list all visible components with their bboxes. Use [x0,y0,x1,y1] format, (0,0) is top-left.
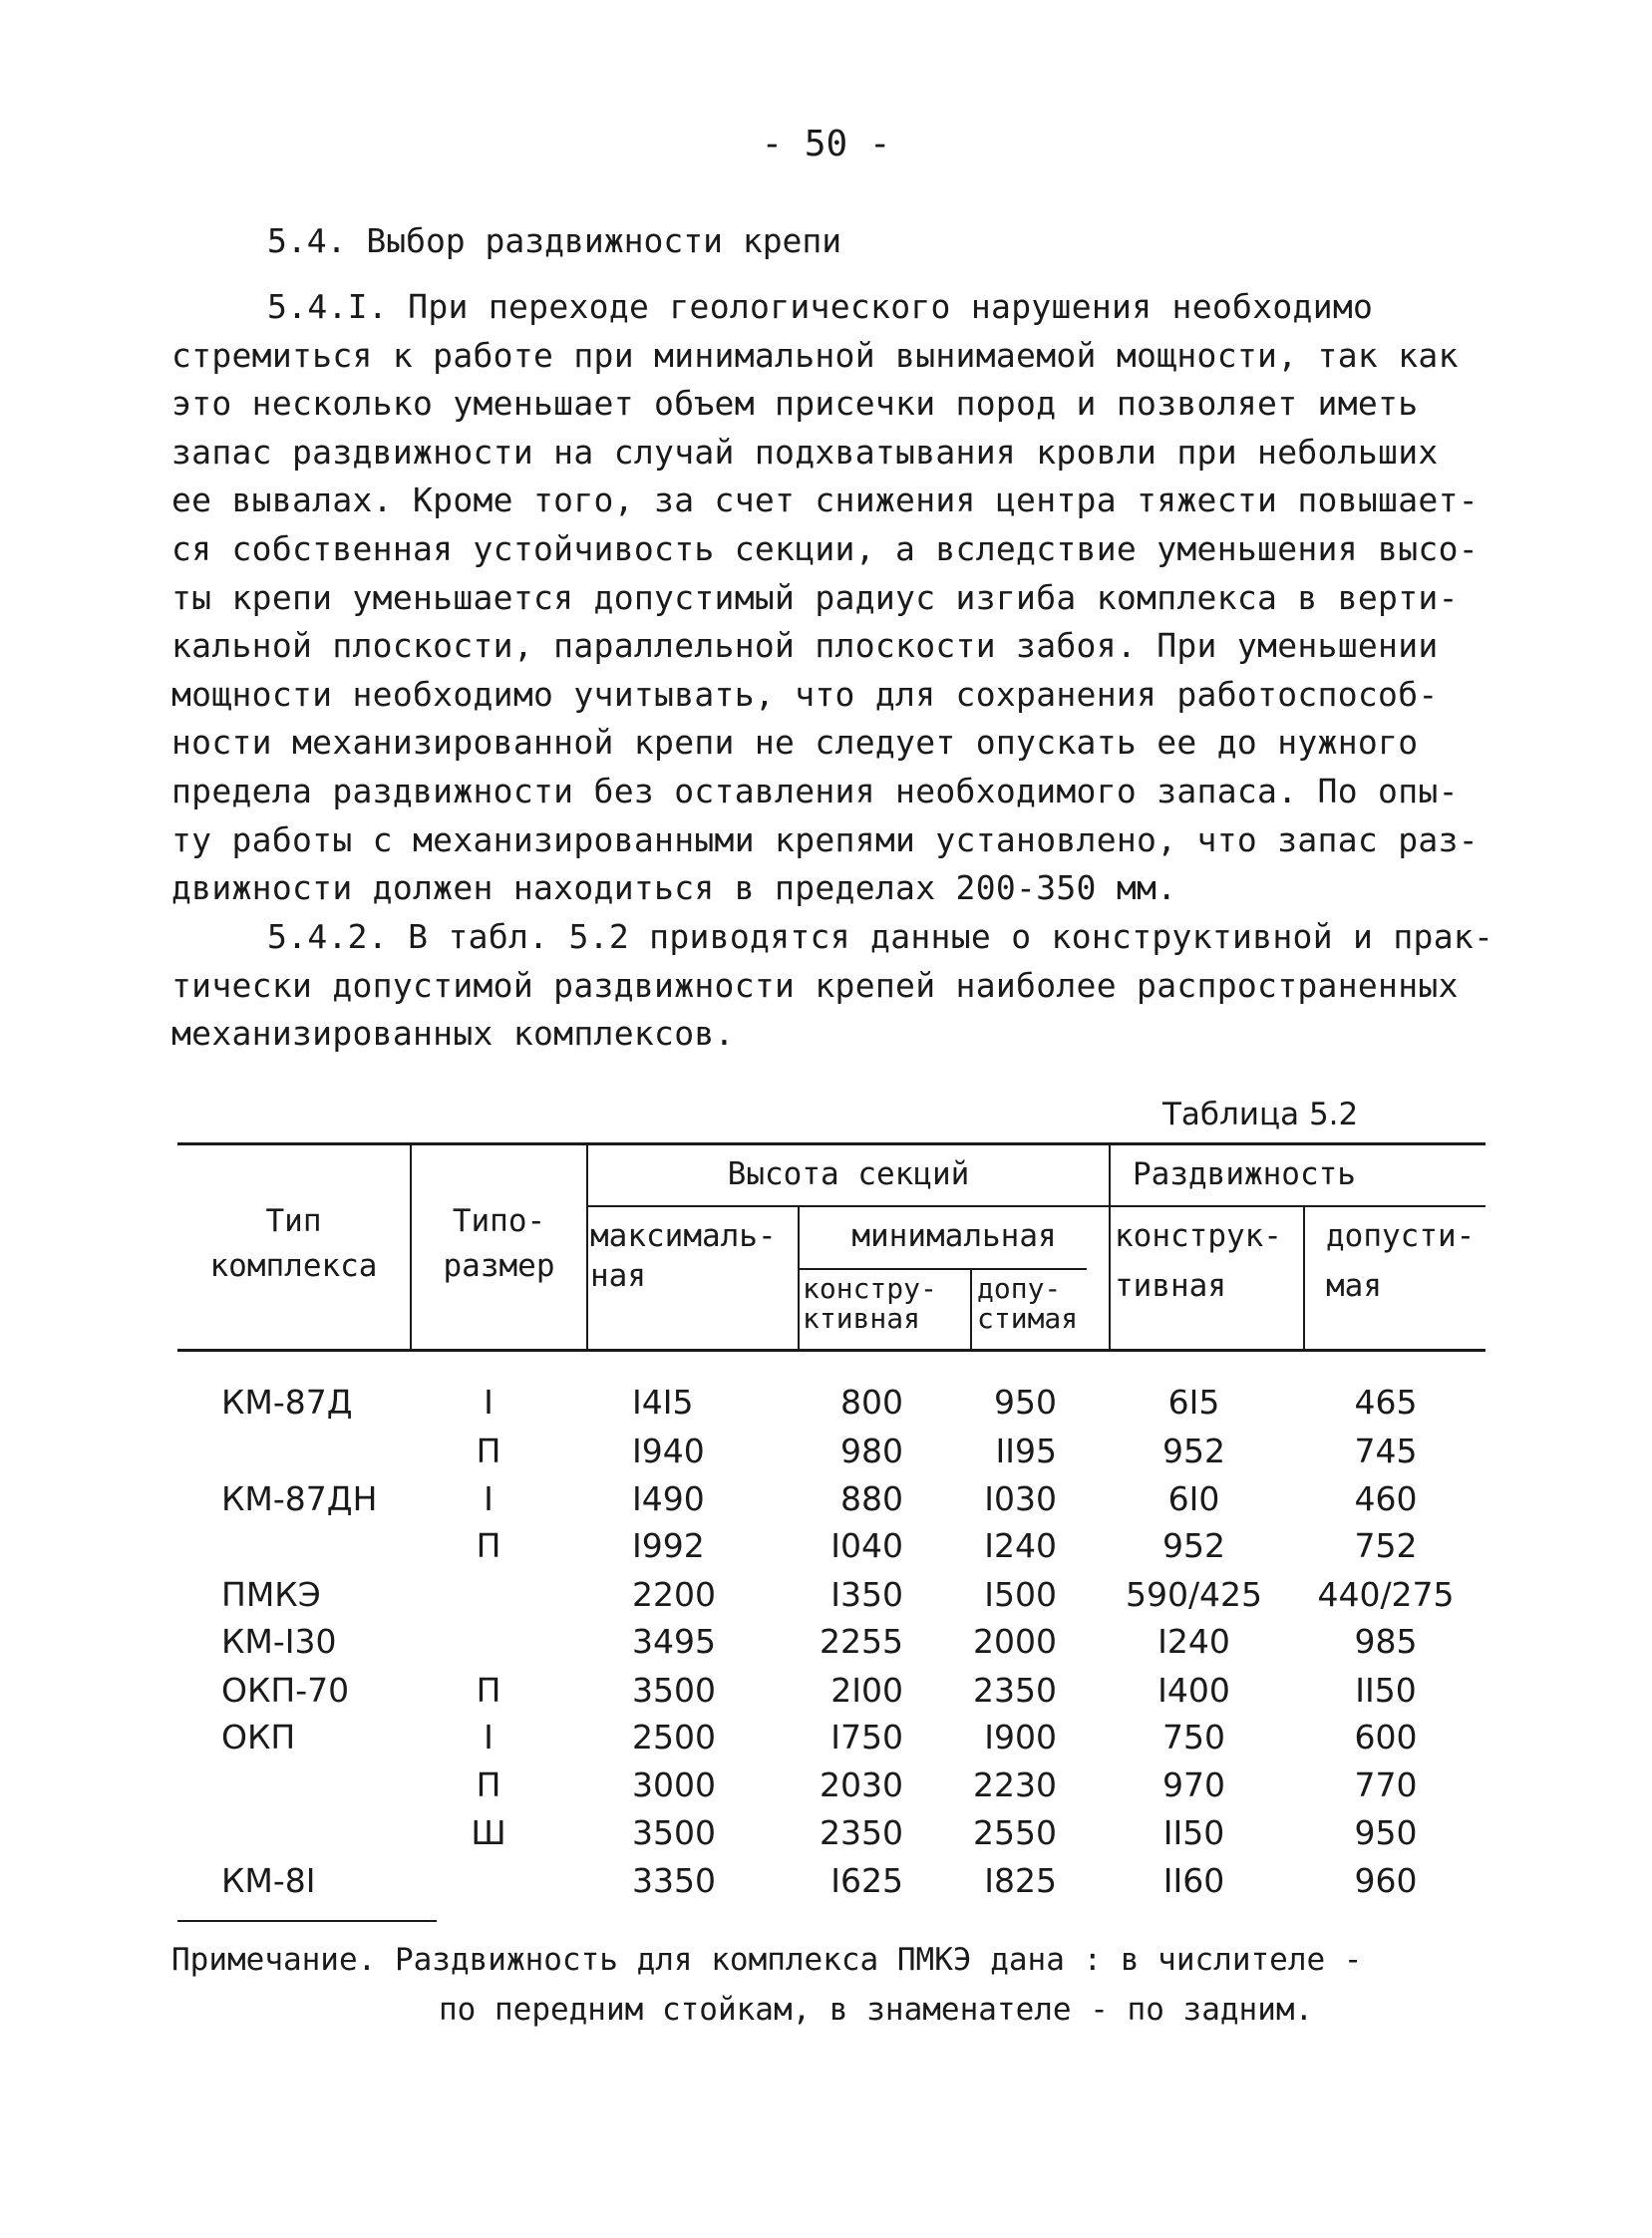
cell-ext-allowable: 752 [1354,1526,1418,1565]
cell-min-constructive: I040 [830,1526,903,1565]
paragraph-line: ту работы с механизированными крепями установлено, что запас раз- [171,819,1479,859]
header-size-line1: Типо- [452,1203,546,1239]
cell-type: КМ-8I [221,1861,316,1900]
table-min-rule [798,1268,1087,1270]
table-top-rule [177,1142,1486,1145]
cell-size: П [476,1432,501,1470]
table-bottom-rule [177,1920,437,1922]
header-min-allow-line2: стимая [977,1302,1079,1335]
paragraph-line: стремиться к работе при минимальной вынимаемой мощности, так как [171,335,1459,375]
cell-ext-constructive: II60 [1162,1861,1225,1900]
header-section-height: Высота секций [727,1156,970,1192]
cell-ext-constructive: 952 [1162,1526,1225,1565]
cell-max-height: I4I5 [632,1383,694,1422]
paragraph-5-4-1 [171,283,1479,913]
cell-min-constructive: 800 [840,1383,903,1422]
paragraph-line: кальной плоскости, параллельной плоскости забоя. При уменьшении [171,626,1439,666]
cell-ext-constructive: I400 [1157,1671,1230,1710]
header-ext-constr-line1: конструк- [1115,1218,1282,1254]
cell-min-constructive: 2030 [820,1765,903,1804]
table-vrule-5 [1109,1142,1111,1350]
cell-max-height: 3350 [632,1861,716,1900]
header-type-line1: Тип [265,1203,322,1239]
cell-ext-allowable: 960 [1354,1861,1418,1900]
cell-min-allowable: I030 [984,1479,1057,1518]
cell-ext-constructive: 970 [1162,1765,1225,1804]
cell-min-allowable: 2230 [973,1765,1057,1804]
page-number: - 50 - [761,124,891,164]
section-heading: 5.4. Выбор раздвижности крепи [267,221,842,260]
cell-min-constructive: 2255 [820,1622,903,1661]
header-ext-constr-line2: тивная [1115,1268,1226,1304]
paragraph-line: движности должен находиться в пределах 200-350 мм. [171,868,1177,908]
cell-ext-allowable: 460 [1354,1479,1418,1518]
cell-type: ОКП [221,1718,296,1757]
cell-ext-constructive: 750 [1162,1718,1225,1757]
table-note-line2: по передним стойкам, в знаменателе - по задним. [439,1992,1314,2028]
cell-min-allowable: I825 [984,1861,1057,1900]
paragraph-line: мощности необходимо учитывать, что для сохранения работоспособ- [171,674,1439,714]
cell-ext-constructive: I240 [1157,1622,1230,1661]
table-subheader-rule [586,1205,1486,1207]
cell-min-allowable: II95 [995,1432,1057,1470]
paragraph-line: ся собственная устойчивость секции, а вследствие уменьшения высо- [171,528,1479,568]
cell-max-height: 2200 [632,1575,716,1614]
cell-type: ОКП-70 [221,1671,350,1710]
paragraph-line: ты крепи уменьшается допустимый радиус изгиба комплекса в верти- [171,577,1459,617]
cell-min-allowable: I500 [984,1575,1057,1614]
header-size-line2: размер [443,1248,555,1284]
cell-min-allowable: 2000 [973,1622,1057,1661]
cell-max-height: 3000 [632,1765,716,1804]
header-ext-allow-line1: допусти- [1326,1218,1476,1254]
cell-max-height: I940 [632,1432,705,1470]
header-type-line2: комплекса [209,1248,378,1284]
header-min-allow-line1: допу- [977,1272,1062,1305]
paragraph-line: это несколько уменьшает объем присечки пород и позволяет иметь [171,384,1419,424]
header-min-constr-line1: констру- [803,1272,937,1305]
header-max-line2: ная [590,1258,646,1294]
cell-ext-constructive: 952 [1162,1432,1225,1470]
cell-type: ПМКЭ [221,1575,321,1614]
cell-type: КМ-87ДН [221,1479,378,1518]
cell-size: Ш [471,1813,506,1852]
cell-min-constructive: 2I00 [830,1671,903,1710]
paragraph-line: тически допустимой раздвижности крепей наиболее распространенных [171,965,1459,1005]
cell-min-constructive: 2350 [820,1813,903,1852]
cell-min-constructive: I750 [830,1718,903,1757]
header-min-constr-line2: ктивная [803,1302,921,1335]
paragraph-line: механизированных комплексов. [171,1014,735,1054]
cell-max-height: 3500 [632,1671,716,1710]
cell-size: П [476,1526,501,1565]
paragraph-line: ности механизированной крепи не следует опускать ее до нужного [171,723,1419,763]
cell-max-height: I992 [632,1526,705,1565]
paragraph-line: ее вывалах. Кроме того, за счет снижения центра тяжести повышает- [171,480,1479,520]
cell-ext-allowable: 600 [1354,1718,1418,1757]
cell-ext-allowable: 985 [1354,1622,1418,1661]
header-max-line1: максималь- [590,1218,777,1254]
cell-ext-constructive: 6I0 [1167,1479,1220,1518]
cell-min-constructive: I625 [830,1861,903,1900]
cell-ext-constructive: 590/425 [1125,1575,1263,1614]
cell-ext-constructive: 6I5 [1167,1383,1220,1422]
cell-size: I [484,1479,494,1518]
cell-type: КМ-I30 [221,1622,337,1661]
cell-min-constructive: I350 [830,1575,903,1614]
header-extension: Раздвижность [1133,1156,1356,1192]
cell-min-allowable: 950 [994,1383,1057,1422]
cell-ext-allowable: 465 [1354,1383,1418,1422]
cell-ext-allowable: 745 [1354,1432,1418,1470]
cell-ext-allowable: 440/275 [1317,1575,1455,1614]
table-note-line1: Примечание. Раздвижность для комплекса ПМКЭ дана : в числителе - [171,1942,1363,1978]
paragraph-5-4-2 [171,913,1494,1059]
cell-ext-constructive: II50 [1162,1813,1225,1852]
cell-type: КМ-87Д [221,1383,353,1422]
cell-size: П [476,1765,501,1804]
table-vrule-4 [970,1268,972,1349]
cell-max-height: 3500 [632,1813,716,1852]
cell-min-allowable: 2350 [973,1671,1057,1710]
paragraph-line: 5.4.2. В табл. 5.2 приводятся данные о конструктивной и прак- [267,917,1494,956]
cell-min-constructive: 880 [840,1479,903,1518]
table-caption: Таблица 5.2 [1162,1097,1359,1132]
cell-max-height: I490 [632,1479,705,1518]
table-vrule-6 [1303,1205,1305,1349]
header-ext-allow-line2: мая [1326,1268,1382,1304]
cell-min-allowable: I900 [984,1718,1057,1757]
cell-size: I [484,1718,494,1757]
cell-ext-allowable: 770 [1354,1765,1418,1804]
table-header-bottom-rule [177,1349,1486,1352]
cell-size: П [476,1671,501,1710]
cell-min-constructive: 980 [840,1432,903,1470]
cell-max-height: 3495 [632,1622,716,1661]
paragraph-line: предела раздвижности без оставления необходимого запаса. По опы- [171,771,1459,810]
cell-size: I [484,1383,494,1422]
cell-ext-allowable: 950 [1354,1813,1418,1852]
paragraph-line: запас раздвижности на случай подхватывания кровли при небольших [171,432,1439,472]
header-min: минимальная [851,1218,1057,1254]
paragraph-line: 5.4.I. При переходе геологического нарушения необходимо [267,287,1374,326]
cell-max-height: 2500 [632,1718,716,1757]
table-vrule-1 [410,1142,412,1350]
cell-min-allowable: 2550 [973,1813,1057,1852]
cell-min-allowable: I240 [984,1526,1057,1565]
cell-ext-allowable: II50 [1355,1671,1417,1710]
